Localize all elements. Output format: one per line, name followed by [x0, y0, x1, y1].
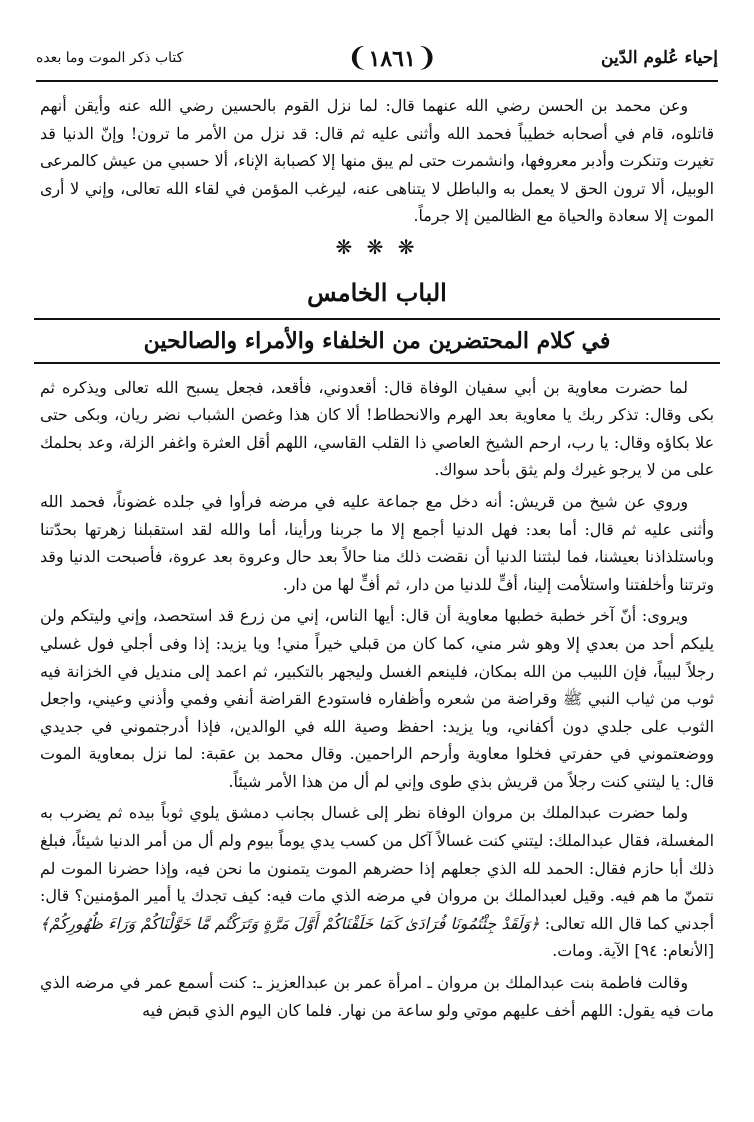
verse-reference: [الأنعام: ٩٤] الآية. ومات.	[552, 941, 714, 961]
quran-verse: ﴿وَلَقَدْ جِئْتُمُونَا فُرَادَىٰ كَمَا خَلَقْنَاكُمْ أَوَّلَ مَرَّةٍ وَتَرَكْتُم مَّا خَوَّلْنَاكُمْ وَرَاءَ ظُهُورِكُمْ﴾	[40, 913, 540, 933]
paragraph-fatima: وقالت فاطمة بنت عبدالملك بن مروان ـ امرأة عمر بن عبدالعزيز ـ: كنت أسمع عمر في مرضه الذي مات فيه يقول: اللهم أخف عليهم موتي ولو ساعة من نهار. فلما كان اليوم الذي قبض فيه	[40, 973, 714, 1020]
section-divider: ❋ ❋ ❋	[335, 234, 419, 259]
chapter-heading: الباب الخامس	[307, 277, 447, 307]
paragraph-quraysh-elder: وروي عن شيخ من قريش: أنه دخل مع جماعة عليه في مرضه فرأوا في جلده غضوناً، فحمد الله وأثنى عليه ثم قال: أما بعد: فهل الدنيا أجمع إلا ما جربنا ورأينا، أما والله لقد استقبلنا زهرتها بحدّتنا وباستلذاذنا بعيشنا، فما لبثتنا الدنيا أن نقضت ذلك منا حالاً بعد حال وعروة بعد عروة، فأصبحت الدنيا وقد وترتنا وأخلفتنا واستلأمت إلينا، أفٍّ للدنيا من دار، ثم أفٍّ لها من دار.	[40, 491, 714, 594]
paragraph-hussein: وعن محمد بن الحسن رضي الله عنهما قال: لما نزل القوم بالحسين رضي الله عنه وأيقن أنهم قاتلوه، قام في أصحابه خطيباً فحمد الله وأثنى عليه ثم قال: قد نزل من الأمر ما ترون! وإنّ الدنيا قد تغيرت وتنكرت وأدبر معروفها، وانشمرت حتى لم يبق منها إلا كصبابة الإناء، ألا حسبي من عيش كالمرعى الوبيل، ألا ترون الحق لا يعمل به والباطل لا يتناهى عنه، ليرغب المؤمن في لقاء الله تعالى، وإني لا أرى الموت إلا سعادة والحياة مع الظالمين إلا جرماً.	[40, 96, 714, 226]
paragraph-abdulmalik-text: ولما حضرت عبدالملك بن مروان الوفاة نظر إلى غسال بجانب دمشق يلوي ثوباً بيده ثم يضرب به المغسلة، فقال عبدالملك: ليتني كنت غسالاً آكل من كسب يدي يوماً بيوم ولم أل من أمر الدنيا شيئاً، فبلغ ذلك أبا حازم فقال: الحمد لله الذي جعلهم إذا حضرهم الموت يتمنون ما نحن فيه، وإذا حضرنا الموت لم نتمنّ ما هم فيه. وقيل لعبدالملك بن مروان في مرضه الذي مات فيه: كيف تجدك يا أمير المؤمنين؟ قال: أجدني كما قال الله تعالى:	[40, 803, 715, 933]
section-heading: في كلام المحتضرين من الخلفاء والأمراء والصالحين	[34, 318, 720, 364]
book-title: إحياء عُلوم الدّين	[601, 48, 718, 68]
right-bracket-ornament-icon: ❩	[415, 43, 438, 73]
page-body	[40, 92, 714, 1028]
paragraph-abdulmalik	[40, 799, 714, 965]
paragraph-muawiya-sermon: ويروى: أنّ آخر خطبة خطبها معاوية أن قال: أيها الناس، إني من زرع قد استحصد، وإني وليتكم ولن يليكم أحد من بعدي إلا وهو شر مني، كما كان من قبلي خيراً مني! ويا يزيد: إذا وفى أجلي فول غسلي رجلاً لبيباً، فإن اللبيب من الله بمكان، فلينعم الغسل وليجهر بالتكبير، ثم اعمد إلى منديل في الخزانة فيه ثوب من ثياب النبي ﷺ وقراضة من شعره وأظفاره فاستودع القراضة أنفي وفمي وأذني وعيني، واجعل الثوب على جلدي دون أكفاني، ويا يزيد: احفظ وصية الله في الوالدين، فإذا أدرجتموني في جديدي ووضعتموني في حفرتي فخلوا معاوية وأرحم الراحمين. وقال محمد بن عقبة: لما نزل بمعاوية الموت قال: يا ليتني كنت رجلاً من قريش بذي طوى وإني لم أل من هذا الأمر شيئاً.	[40, 606, 714, 791]
page-number	[347, 43, 438, 73]
page-header	[36, 36, 718, 82]
left-bracket-ornament-icon: ❨	[346, 43, 369, 73]
page-number-value: ١٨٦١	[368, 46, 416, 72]
running-chapter-title: كتاب ذكر الموت وما بعده	[36, 50, 184, 66]
paragraph-muawiya-death: لما حضرت معاوية بن أبي سفيان الوفاة قال: أقعدوني، فأقعد، فجعل يسبح الله تعالى ويذكره ثم بكى وقال: تذكر ربك يا معاوية بعد الهرم والانحطاط! ألا كان هذا وغصن الشباب نضر ريان، وبكى حتى علا بكاؤه وقال: يا رب، ارحم الشيخ العاصي ذا القلب القاسي، اللهم أقل العثرة واغفر الزلة، وعد بحلمك على من لا يرجو غيرك ولم يثق بأحد سواك.	[40, 377, 714, 480]
